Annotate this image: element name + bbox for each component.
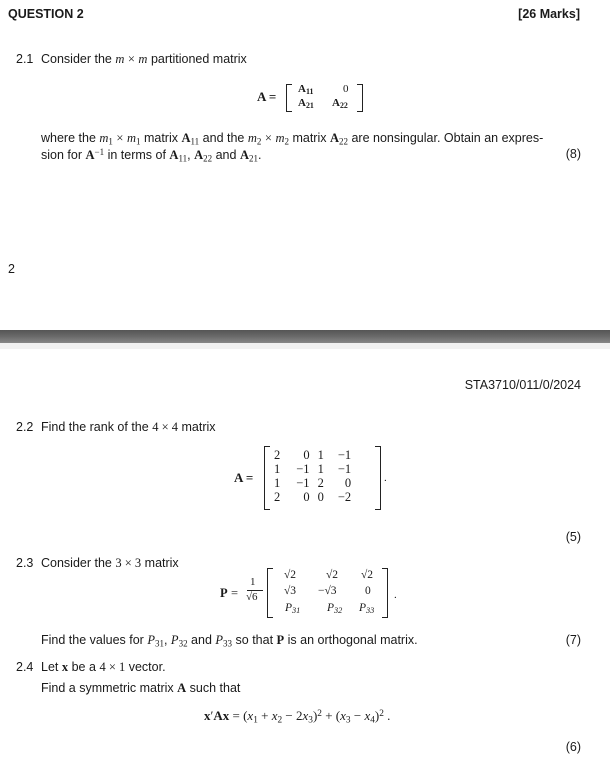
q21-number: 2.1 [16,52,34,66]
matrix-row: 1 −1 2 0 [274,476,352,490]
q21-block-matrix: A = $A_{11}$ 0 $A_{21}$ $A_{22}$ [257,84,377,114]
page-gap [0,343,610,349]
matrix-row: 1 −1 1 −1 [274,462,352,476]
q21-text-line2: sion for $A^{-1}$ in terms of $A_{11}$, $A_{22}$ and $A_{21}$. [41,147,262,164]
q24-number: 2.4 [16,660,34,674]
page-divider [0,330,610,343]
q22-marks: (5) [565,530,581,544]
matrix-row: 2 0 0 −2 [274,490,352,504]
q24-text: Let x be a 4 × 1 vector. [41,660,166,674]
q23-text: Consider the 3 × 3 matrix [41,556,179,570]
q22-matrix-table [270,448,355,504]
q24-find-text: Find a symmetric matrix A such that [41,681,241,695]
q22-matrix: A = 2 0 1 −1 1 −1 1 −1 1 −1 2 0 2 0 0 −2 . [234,446,394,512]
total-marks: [26 Marks] [518,7,580,21]
page-number: 2 [8,262,15,276]
q22-number: 2.2 [16,420,34,434]
course-code: STA3710/011/0/2024 [464,378,581,392]
q21-text-line1: where the $m_1 \times m_1$ matrix $A_{11}$ and the $m_2 \times m_2$ matrix $A_{22}$ are nonsingular. Obtain an expres- [41,131,544,147]
matrix-row: 2 0 1 −1 [274,448,352,462]
q23-marks: (7) [565,633,581,647]
q22-text: Find the rank of the 4 × 4 matrix [41,420,216,434]
q23-find-text: Find the values for $P_{31}$, $P_{32}$ and $P_{33}$ so that P is an orthogonal matrix. [41,633,418,649]
question-title: QUESTION 2 [8,7,84,21]
q21-intro: Consider the m × m partitioned matrix [41,52,247,66]
q21-marks: (8) [565,147,581,161]
q23-number: 2.3 [16,556,34,570]
q24-equation: $x'Ax = (x_1 + x_2 - 2x_3)^2 + (x_3 - x_4)^2$ . [204,708,391,726]
q24-marks: (6) [565,740,581,754]
q23-matrix: P = 1 √6 √2 √2 √2 √3 −√3 0 $P_{31}$ $P_{32}$ $P_{33}$ . [220,567,410,619]
